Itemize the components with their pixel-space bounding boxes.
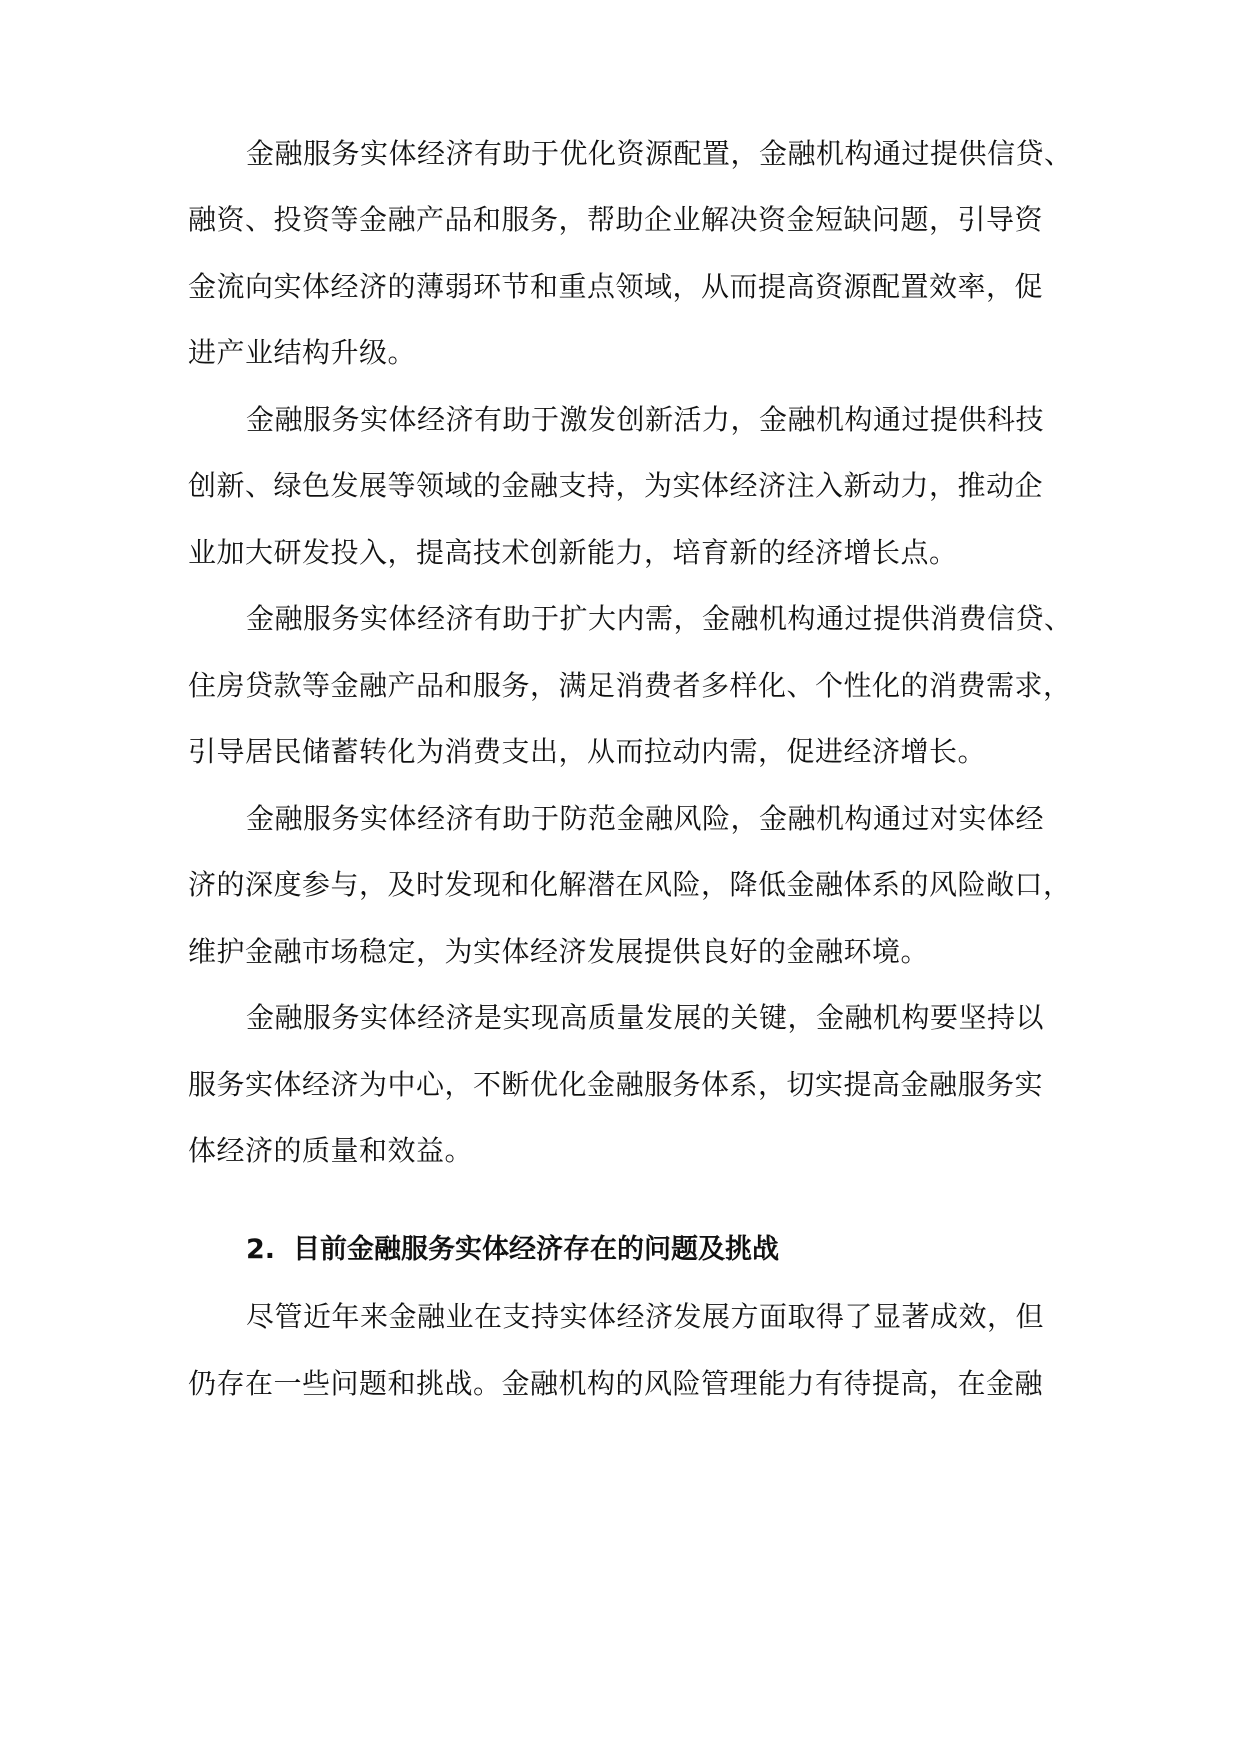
paragraph-3-line-1: 金融服务实体经济有助于扩大内需，金融机构通过提供消费信贷、 (246, 602, 1073, 635)
paragraph-5-line-3: 体经济的质量和效益。 (188, 1134, 474, 1167)
paragraph-2-line-2: 创新、绿色发展等领域的金融支持，为实体经济注入新动力，推动企 (188, 469, 1044, 502)
paragraph-4-line-2: 济的深度参与，及时发现和化解潜在风险，降低金融体系的风险敞口， (188, 868, 1072, 901)
paragraph-6-line-2: 仍存在一些问题和挑战。金融机构的风险管理能力有待提高，在金融 (188, 1367, 1044, 1400)
section-number: 2. (246, 1234, 276, 1265)
paragraph-4-line-1: 金融服务实体经济有助于防范金融风险，金融机构通过对实体经 (246, 802, 1045, 835)
paragraph-3-line-2: 住房贷款等金融产品和服务，满足消费者多样化、个性化的消费需求， (188, 669, 1072, 702)
section-heading (246, 1233, 779, 1267)
paragraph-1-line-1: 金融服务实体经济有助于优化资源配置，金融机构通过提供信贷、 (246, 137, 1073, 170)
paragraph-2-line-3: 业加大研发投入，提高技术创新能力，培育新的经济增长点。 (188, 536, 958, 569)
paragraph-6-line-1: 尽管近年来金融业在支持实体经济发展方面取得了显著成效，但 (246, 1300, 1045, 1333)
paragraph-4-line-3: 维护金融市场稳定，为实体经济发展提供良好的金融环境。 (188, 935, 930, 968)
section-title: 目前金融服务实体经济存在的问题及挑战 (293, 1234, 780, 1265)
paragraph-1-line-3: 金流向实体经济的薄弱环节和重点领域，从而提高资源配置效率，促 (188, 270, 1044, 303)
paragraph-5-line-2: 服务实体经济为中心，不断优化金融服务体系，切实提高金融服务实 (188, 1068, 1044, 1101)
paragraph-5-line-1: 金融服务实体经济是实现高质量发展的关键，金融机构要坚持以 (246, 1001, 1045, 1034)
paragraph-1-line-2: 融资、投资等金融产品和服务，帮助企业解决资金短缺问题，引导资 (188, 203, 1044, 236)
paragraph-2-line-1: 金融服务实体经济有助于激发创新活力，金融机构通过提供科技 (246, 403, 1045, 436)
paragraph-3-line-3: 引导居民储蓄转化为消费支出，从而拉动内需，促进经济增长。 (188, 735, 987, 768)
paragraph-1-line-4: 进产业结构升级。 (188, 336, 417, 369)
